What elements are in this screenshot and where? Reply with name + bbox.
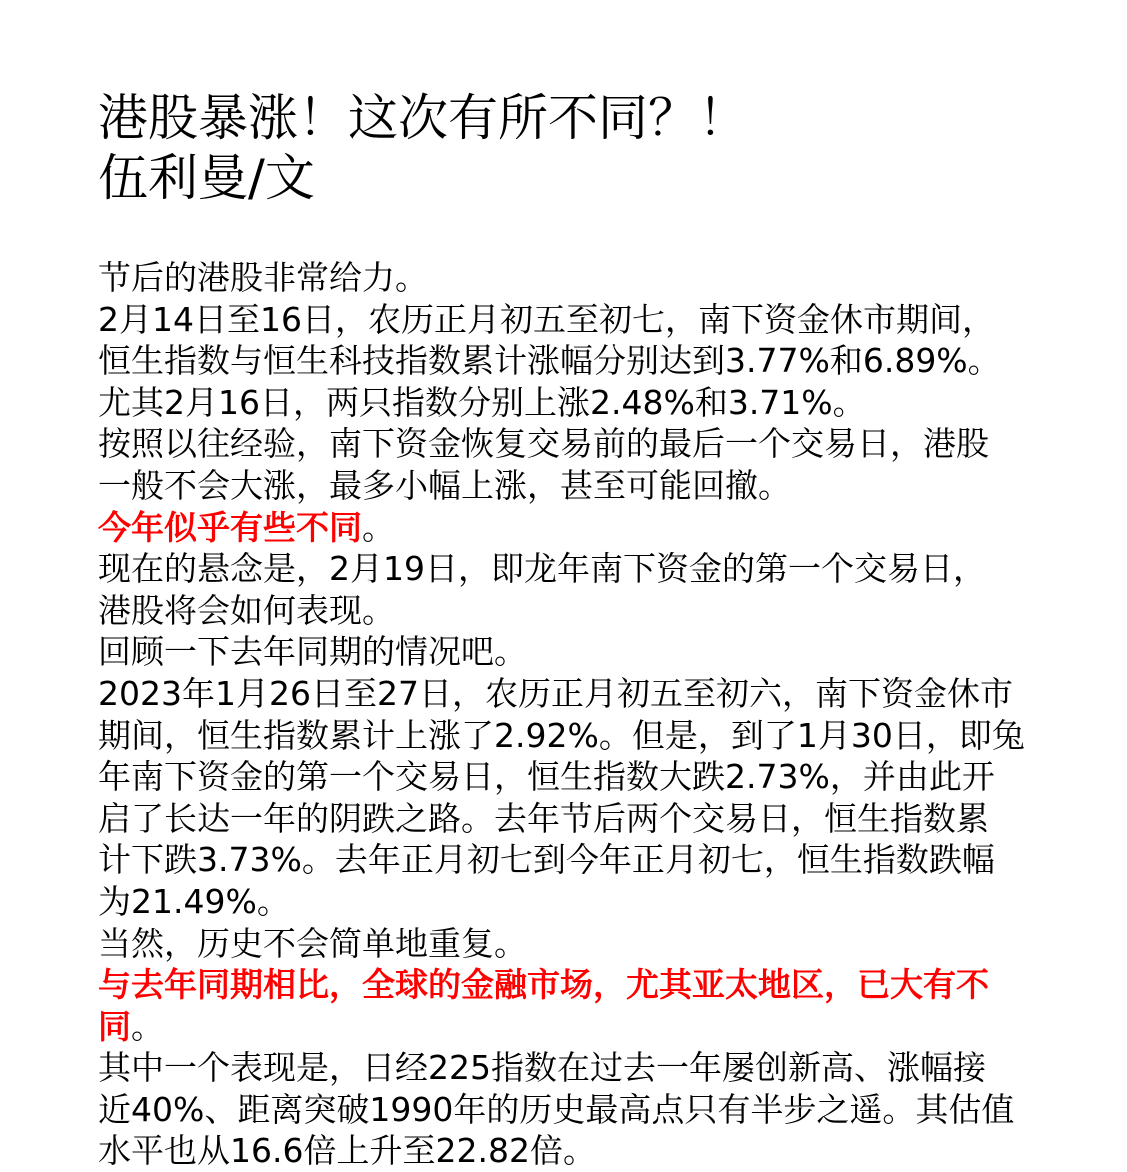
body-text: 近40%、距离突破1990年的历史最高点只有半步之遥。其估值 [98,1089,1015,1129]
paragraph-line [98,299,1058,341]
paragraph [98,257,1058,299]
paragraph-line [98,465,1058,507]
paragraph [98,382,1058,424]
highlighted-text: 同 [98,1006,131,1046]
body-text: 计下跌3.73%。去年正月初七到今年正月初七，恒生指数跌幅 [98,840,995,880]
body-text: 港股将会如何表现。 [98,590,395,630]
highlighted-paragraph [98,964,1058,1047]
body-text: 现在的悬念是，2月19日，即龙年南下资金的第一个交易日， [98,549,986,589]
paragraph-line [98,923,1058,965]
paragraph [98,548,1058,631]
paragraph [98,423,1058,506]
body-text: 恒生指数与恒生科技指数累计涨幅分别达到3.77%和6.89%。 [98,341,1001,381]
paragraph-line [98,881,1058,923]
paragraph-line [98,1089,1058,1131]
highlighted-text: 与去年同期相比，全球的金融市场，尤其亚太地区，已大有不 [98,965,989,1005]
paragraph-line [98,631,1058,673]
paragraph-line [98,964,1058,1006]
paragraph-line [98,257,1058,299]
paragraph-line [98,1047,1058,1089]
paragraph-line [98,548,1058,590]
paragraph-line [98,1130,1058,1172]
paragraph-line [98,382,1058,424]
body-text: 其中一个表现是，日经225指数在过去一年屡创新高、涨幅接 [98,1048,986,1088]
article-title: 港股暴涨！这次有所不同？！ [98,89,748,147]
article-header [98,88,748,208]
paragraph [98,673,1058,923]
body-text: 水平也从16.6倍上升至22.82倍。 [98,1131,596,1171]
punctuation: 。 [131,1006,164,1046]
article-body [98,257,1058,1172]
paragraph-line [98,798,1058,840]
paragraph [98,923,1058,965]
paragraph-line [98,340,1058,382]
body-text: 年南下资金的第一个交易日，恒生指数大跌2.73%，并由此开 [98,757,995,797]
body-text: 2023年1月26日至27日，农历正月初五至初六，南下资金休市 [98,673,1013,713]
body-text: 当然，历史不会简单地重复。 [98,923,527,963]
body-text: 启了长达一年的阴跌之路。去年节后两个交易日，恒生指数累 [98,798,989,838]
paragraph [98,299,1058,382]
paragraph-line [98,756,1058,798]
paragraph-line [98,507,1058,549]
body-text: 按照以往经验，南下资金恢复交易前的最后一个交易日，港股 [98,424,989,464]
body-text: 为21.49%。 [98,881,290,921]
punctuation: 。 [362,507,395,547]
highlighted-text: 今年似乎有些不同 [98,507,362,547]
paragraph-line [98,1006,1058,1048]
paragraph-line [98,673,1058,715]
paragraph [98,1047,1058,1172]
paragraph-line [98,590,1058,632]
body-text: 一般不会大涨，最多小幅上涨，甚至可能回撤。 [98,465,791,505]
body-text: 回顾一下去年同期的情况吧。 [98,632,527,672]
body-text: 节后的港股非常给力。 [98,258,428,297]
body-text: 期间，恒生指数累计上涨了2.92%。但是，到了1月30日，即兔 [98,715,1025,755]
body-text: 尤其2月16日，两只指数分别上涨2.48%和3.71%。 [98,382,866,422]
paragraph-line [98,839,1058,881]
paragraph [98,631,1058,673]
article-author: 伍利曼/文 [98,149,315,207]
paragraph-line [98,423,1058,465]
paragraph-line [98,715,1058,757]
body-text: 2月14日至16日，农历正月初五至初七，南下资金休市期间， [98,299,995,339]
highlighted-paragraph [98,507,1058,549]
